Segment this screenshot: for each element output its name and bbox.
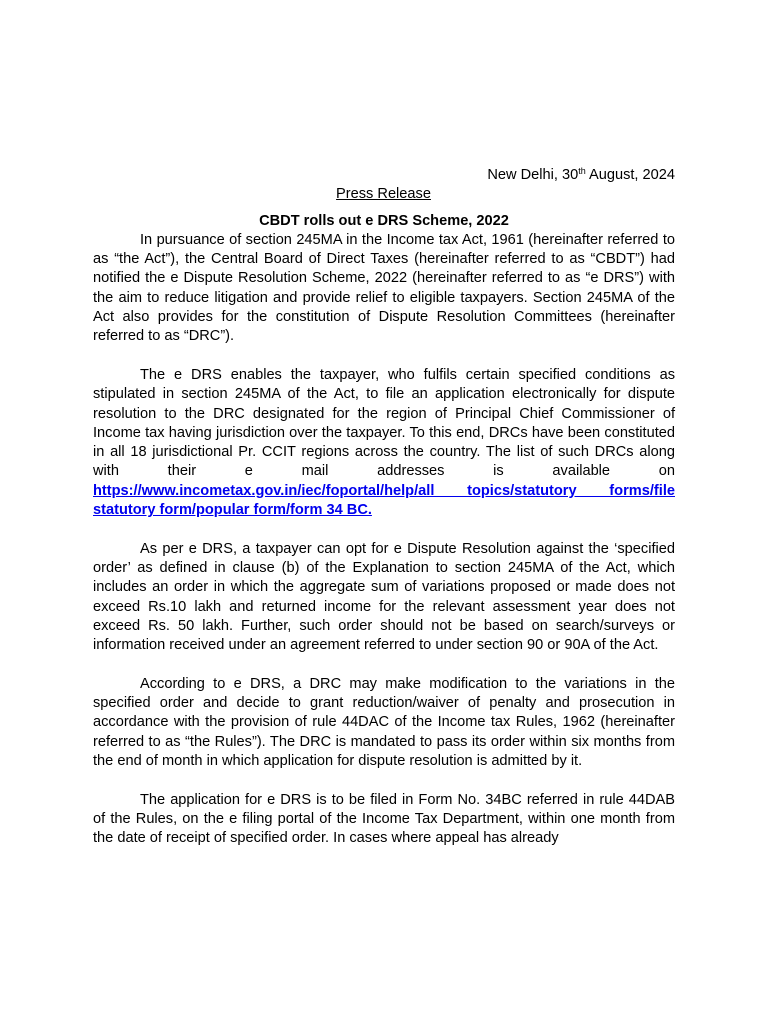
date-suffix: August, 2024	[585, 167, 675, 183]
paragraph-3: As per e DRS, a taxpayer can opt for e Dispute Resolution against the ‘specified order’ as defined in clause (b) of the Explanation to section 245MA of the Act, which includes an order in which the aggregate sum of variations proposed or made does not exceed Rs.10 lakh and returned income for the relevant assessment year does not exceed Rs. 50 lakh. Further, such order should not be based on search/surveys or information received under an agreement referred to under section 90 or 90A of the Act.	[93, 540, 675, 654]
date-prefix: New Delhi, 30	[487, 167, 579, 183]
document-page	[93, 166, 675, 868]
paragraph-2-text: The e DRS enables the taxpayer, who fulfils certain specified conditions as stipulated in section 245MA of the Act, to file an application electronically for dispute resolution to the DRC designated for the region of Principal Chief Commissioner of Income tax having jurisdiction over the taxpayer. To this end, DRCs have been constituted in all 18 jurisdictional Pr. CCIT regions across the country. The list of such DRCs along with their e mail addresses is available on	[93, 366, 675, 480]
drc-list-link[interactable]: https://www.incometax.gov.in/iec/foportal/help/all topics/statutory forms/file statutory form/popular form/form 34 BC.	[93, 482, 675, 519]
date-superscript: th	[578, 166, 586, 176]
paragraph-1: In pursuance of section 245MA in the Income tax Act, 1961 (hereinafter referred to as “the Act”), the Central Board of Direct Taxes (hereinafter referred to as “CBDT”) had notified the e Dispute Resolution Scheme, 2022 (hereinafter referred to as “e DRS”) with the aim to reduce litigation and provide relief to eligible taxpayers. Section 245MA of the Act also provides for the constitution of Dispute Resolution Committees (hereinafter referred to as “DRC”).	[93, 231, 675, 345]
press-release-label: Press Release	[336, 186, 431, 203]
paragraph-2	[93, 366, 675, 520]
dateline	[93, 166, 675, 185]
document-title: CBDT rolls out e DRS Scheme, 2022	[259, 212, 509, 229]
paragraph-5: The application for e DRS is to be filed in Form No. 34BC referred in rule 44DAB of the Rules, on the e filing portal of the Income Tax Department, within one month from the date of receipt of specified order. In cases where appeal has already	[93, 791, 675, 847]
paragraph-4: According to e DRS, a DRC may make modification to the variations in the specified order and decide to grant reduction/waiver of penalty and prosecution in accordance with the provision of rule 44DAC of the Income tax Rules, 1962 (hereinafter referred to as “the Rules”). The DRC is mandated to pass its order within six months from the end of month in which application for dispute resolution is admitted by it.	[93, 675, 675, 769]
